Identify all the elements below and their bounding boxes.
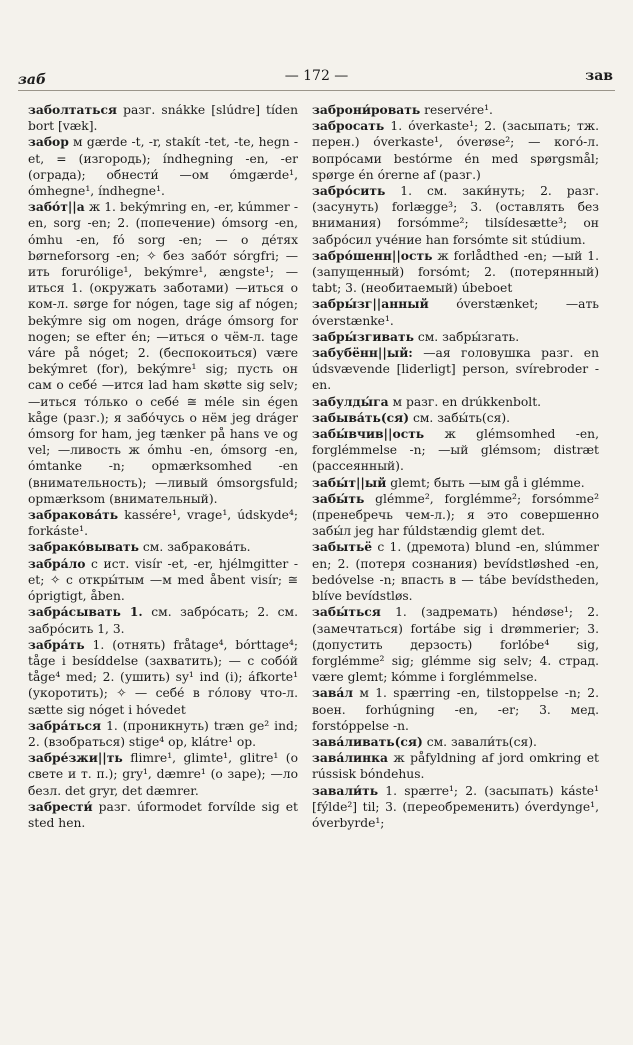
entry-headword: забрести́ <box>28 798 93 814</box>
dictionary-entry <box>28 637 298 718</box>
dictionary-entry <box>28 539 298 555</box>
dictionary-entry <box>312 750 599 782</box>
dictionary-entry <box>312 248 599 297</box>
entry-definition: ж forlådthed -en; —ый 1. (запущенный) forsómt; 2. (потерянный) tabt; 3. (необитаемый) úbeboet <box>312 248 599 296</box>
dictionary-entry <box>28 604 298 636</box>
entry-definition: 1. (проникнуть) træn ge² ind; 2. (взобраться) stige⁴ op, klátre¹ op. <box>28 718 298 749</box>
entry-definition: см. забы́ть(ся). <box>409 410 511 425</box>
entry-headword: завали́ть <box>312 782 379 798</box>
header-left-guideword: заб <box>18 72 47 88</box>
entry-definition: 1. óverkaste¹; 2. (засыпать; тж. перен.) óverkaste¹, óverøse²; — кого́-л. вопро́сами bestórme én med spørgsmål; spørge én órerne af (разг.) <box>312 119 599 182</box>
dictionary-entry <box>312 410 599 426</box>
entry-headword: зава́линка <box>312 750 388 766</box>
dictionary-entry <box>28 134 298 199</box>
dictionary-entry <box>312 102 599 118</box>
dictionary-entry <box>312 604 599 685</box>
dictionary-entry <box>312 685 599 734</box>
dictionary-entry <box>312 783 599 832</box>
entry-definition: с ист. visír -et, -er, hjélmgitter -et; ✧ с откры́тым —м med åbent visír; ≅ óprigtigt, åben. <box>28 556 298 604</box>
entry-definition: м gærde -t, -r, stakít -tet, -te, hegn -et, = (изгородь); índhegning -en, -er (ограда); обнести́ —ом ómgærde¹, ómhegne¹, índhegne¹. <box>28 135 298 199</box>
dictionary-entry <box>28 556 298 605</box>
entry-definition: óverstænket; —ать óverstænke¹. <box>312 297 599 328</box>
entry-definition: м 1. spærring -en, tilstoppelse -n; 2. воен. forhúgning -en, -er; 3. мед. forstóppelse -n. <box>312 686 599 733</box>
entry-headword: забро́шенн||ость <box>312 247 433 263</box>
entry-headword: забо́т||а <box>28 199 85 215</box>
entry-definition: 1. см. заки́нуть; 2. разг. (засунуть) forlægge³; 3. (оставлять без внимания) forsómme²; tilsídesætte³; он забро́сил уче́ние han forsómte sit stúdium. <box>312 184 599 247</box>
entry-headword: зава́ливать(ся) <box>312 733 423 749</box>
entry-headword: заболтаться <box>28 102 118 117</box>
entry-headword: забы́вчив||ость <box>312 426 425 442</box>
entry-headword: забыва́ть(ся) <box>312 409 410 425</box>
entry-headword: забор <box>28 134 69 150</box>
entry-definition: разг. úformodet forvílde sig et sted hen. <box>28 799 298 830</box>
entry-headword: забре́зжи||ть <box>28 750 123 766</box>
dictionary-entry <box>312 329 599 345</box>
entry-headword: забубённ||ый: <box>312 345 413 361</box>
entry-definition: ж påfyldning af jord omkring et rússisk bóndehus. <box>312 751 599 782</box>
dictionary-entry <box>28 102 298 134</box>
entry-definition: kassére¹, vrage¹, údskyde⁴; forkáste¹. <box>28 508 298 539</box>
entry-headword: забракова́ть <box>28 507 119 523</box>
dictionary-entry <box>312 296 599 328</box>
entry-definition: glemt; быть —ым gå i glémme. <box>386 475 585 490</box>
entry-headword: забрако́вывать <box>28 539 140 555</box>
entry-definition: см. забры́згать. <box>413 329 520 344</box>
entry-headword: забры́зг||анный <box>312 296 429 312</box>
entry-definition: м разг. en drúkkenbolt. <box>388 394 542 409</box>
dictionary-entry <box>312 118 599 183</box>
entry-definition: с 1. (дремота) blund -en, slúmmer en; 2. (потеря сознания) bevídstløshed -en, bedóvelse -n; впасть в — tábe bevídstheden, blíve bevídstløs. <box>312 540 599 604</box>
dictionary-entry <box>28 799 298 831</box>
entry-headword: забра́ло <box>28 555 86 571</box>
entry-definition: см. забракова́ть. <box>139 540 251 555</box>
entry-definition: 1. (задремать) héndøse¹; 2. (замечтаться) fortábe sig i drømmerier; 3. (допустить дерзость) forlóbe⁴ sig, forglémme² sig; glémme sig selv; 4. страд. være glemt; kómme i forglémmelse. <box>312 605 599 685</box>
dictionary-entry <box>312 475 599 491</box>
entry-headword: забулды́га <box>312 393 389 409</box>
entry-headword: забра́ться <box>28 717 102 733</box>
entry-headword: забры́згивать <box>312 328 414 344</box>
header-right-guideword: зав <box>585 68 613 84</box>
entry-definition: reservére¹. <box>420 103 493 117</box>
header-rule <box>18 90 615 91</box>
entry-definition: см. забро́сать; 2. см. забро́сить 1, 3. <box>28 605 298 636</box>
entry-headword: забро́сить <box>312 183 386 199</box>
entry-headword: зава́л <box>312 685 353 701</box>
entry-headword: забы́т||ый <box>312 474 387 490</box>
left-column <box>28 102 298 831</box>
entry-definition: 1. spærre¹; 2. (засыпать) káste¹ [fýlde²] til; 3. (переобременить) óverdynge¹, óverbyrde¹; <box>312 783 599 830</box>
entry-definition: 1. (отнять) fråtage⁴, bórttage⁴; tåge i besíddelse (захватить); — с собо́й tåge⁴ med; 2. (ушить) sy¹ ind (i); áfkorte¹ (укоротить); ✧ — себе́ в го́лову что-л. sætte sig nóget i hóvedet <box>28 637 298 717</box>
entry-definition: glémme², forglémme²; forsómme² (пренебречь чем-л.); я это совершенно забы́л jeg har fúldstændig glemt det. <box>312 491 599 539</box>
entry-headword: забытьё <box>312 539 373 555</box>
page-number: — 172 — <box>284 68 349 84</box>
entry-headword: забросать <box>312 118 385 134</box>
dictionary-entry <box>312 734 599 750</box>
dictionary-entry <box>312 183 599 248</box>
dictionary-entry <box>312 394 599 410</box>
entry-definition: ж glémsomhed -en, forglémmelse -n; —ый glémsom; distræt (рассеянный). <box>312 427 599 474</box>
dictionary-entry <box>28 507 298 539</box>
entry-definition: —ая головушка разг. en údsvævende [liderligt] person, svírebroder -en. <box>312 346 599 393</box>
entry-definition: см. завали́ть(ся). <box>422 734 537 749</box>
dictionary-entry <box>28 199 298 507</box>
dictionary-entry <box>28 750 298 799</box>
dictionary-entry <box>28 718 298 750</box>
entry-definition: ж 1. bekýmring en, -er, kúmmer -en, sorg -en; 2. (попечение) ómsorg -en, ómhu -en, fó sorg -en; — о де́тях børneforsorg -en; ✧ без забо́т sórgfri; —ить forurólige¹, bekýmre¹, ængste¹; —иться 1. (окружать заботами) —иться о ком-л. sørge for nógen, tage sig af nógen; bekýmre sig om nogen, dráge ómsorg for nogen; se efter én; —иться о чём-л. tage váre på nóget; 2. (беспокоиться) være bekýmret (for), bekýmre¹ sig; пусть он сам о себе́ —ится lad ham skøtte sig selv; —иться то́лько о себе́ ≅ méle sin égen kåge (разг.); я забо́чусь о нём jeg dráger ómsorg for ham, jeg tænker på hans ve og vel; —ливость ж ómhu -en, ómsorg -en, ómtanke -n; opmærksomhed -en (внимательность); —ливый ómsorgsfuld; opmærksom (внимательный). <box>28 200 298 506</box>
dictionary-entry <box>312 426 599 475</box>
entry-headword: забра́ть <box>28 636 85 652</box>
entry-definition: flimre¹, glimte¹, glitre¹ (о свете и т. п.); gry¹, dæmre¹ (о заре); —ло безл. det gryr, det dæmrer. <box>28 751 298 798</box>
entry-definition: разг. snákke [slúdre] tíden bort [væk]. <box>28 103 298 134</box>
entry-headword: забы́ться <box>312 604 381 620</box>
entry-headword: забы́ть <box>312 490 365 506</box>
dictionary-entry <box>312 539 599 604</box>
right-column <box>312 102 599 831</box>
dictionary-entry <box>312 345 599 394</box>
dictionary-entry <box>312 491 599 540</box>
entry-headword: заброни́ровать <box>312 102 421 117</box>
entry-headword: забра́сывать 1. <box>28 604 143 620</box>
